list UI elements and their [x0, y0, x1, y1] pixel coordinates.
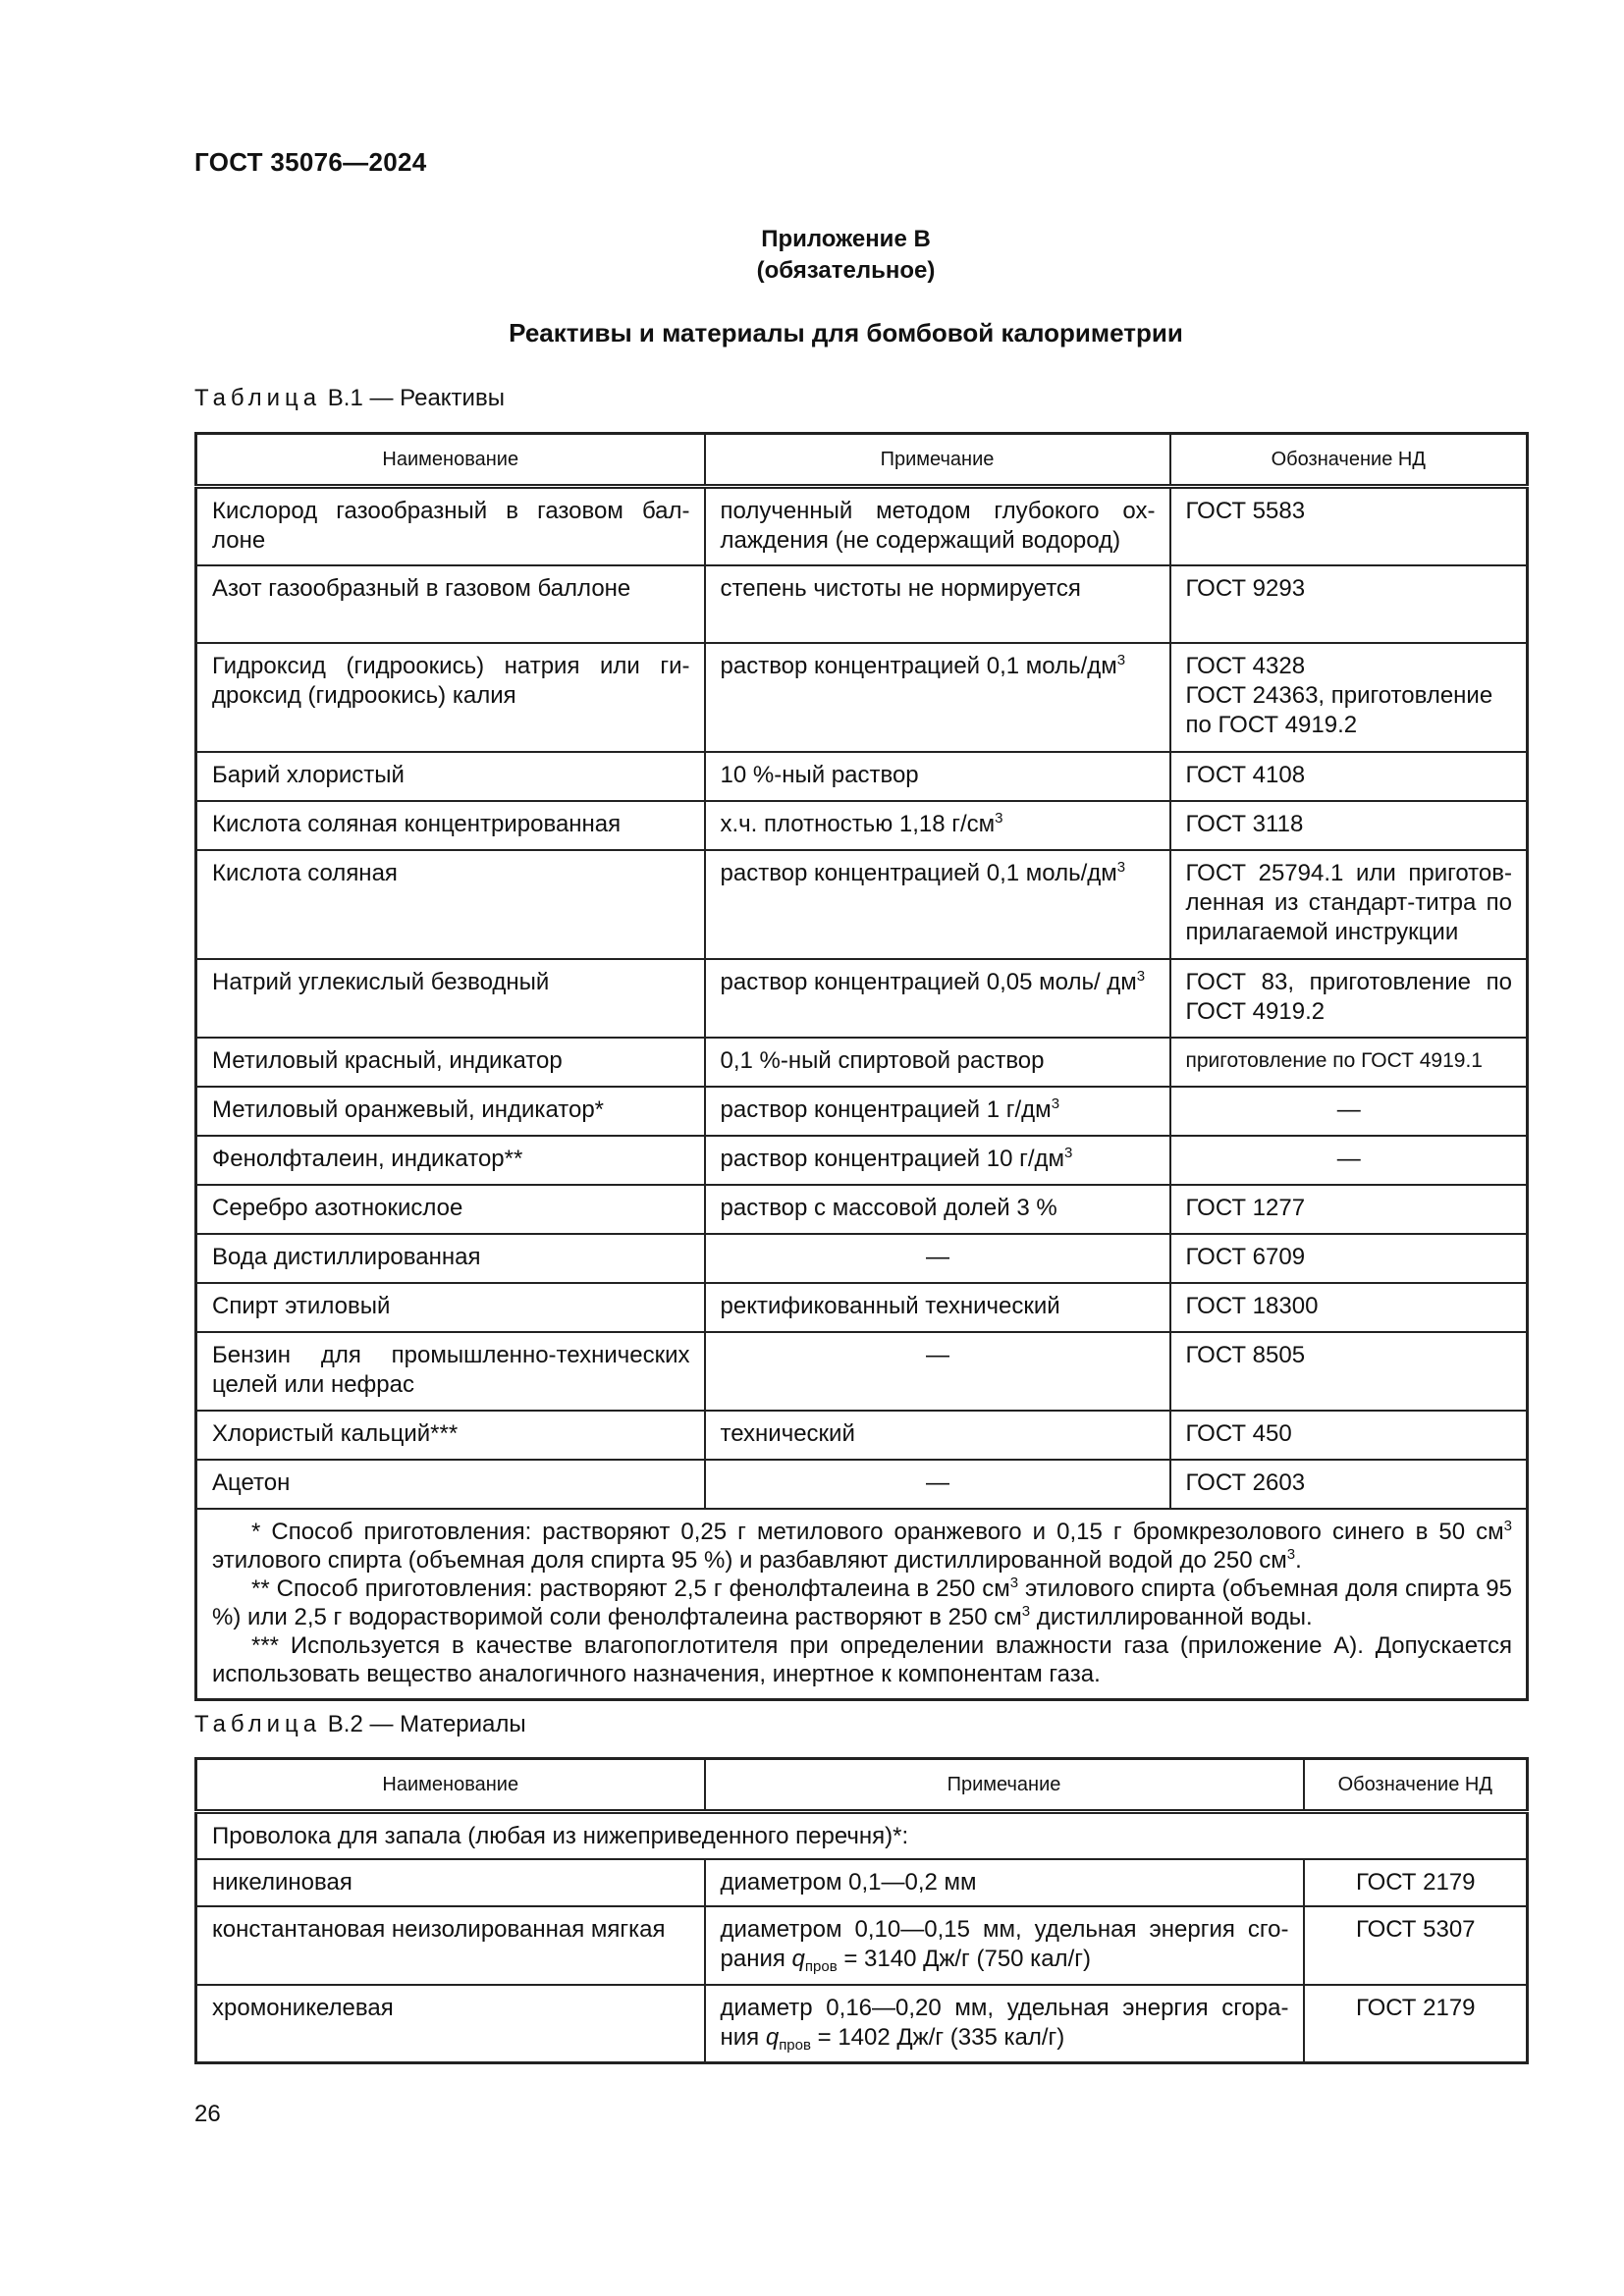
annex-status: (обязательное)	[756, 257, 936, 284]
superscript: 3	[1136, 967, 1146, 985]
cell-name: Ацетон	[196, 1460, 705, 1509]
cell-name: Спирт этиловый	[196, 1283, 705, 1332]
cell-name: Метиловый оранжевый, индикатор*	[196, 1087, 705, 1136]
footnotes-row	[196, 1509, 1528, 1700]
cell-note: технический	[705, 1411, 1170, 1460]
superscript: 3	[1286, 1545, 1296, 1563]
cell-name: Кислота соляная концентрированная	[196, 801, 705, 850]
table-row	[196, 1136, 1528, 1185]
cell-note-text: = 1402 Дж/г (335 кал/г)	[810, 2023, 1065, 2051]
footnotes-cell	[196, 1509, 1528, 1700]
superscript: 3	[1116, 858, 1126, 876]
cell-nd: ГОСТ 2603	[1170, 1460, 1528, 1509]
reagents-table	[194, 432, 1529, 1701]
cell-note: ректификованный технический	[705, 1283, 1170, 1332]
table-header-row	[196, 434, 1528, 487]
table-row	[196, 850, 1528, 959]
cell-nd: ГОСТ 6709	[1170, 1234, 1528, 1283]
cell-nd: ГОСТ 9293	[1170, 565, 1528, 643]
cell-nd: ГОСТ 25794.1 или приготов-ленная из стандарт-титра по прилагаемой инструкции	[1170, 850, 1528, 959]
column-header-name: Наименование	[196, 434, 705, 487]
cell-name: Натрий углекислый безводный	[196, 959, 705, 1038]
cell-note: —	[705, 1332, 1170, 1411]
cell-nd: ГОСТ 2179	[1304, 1859, 1528, 1906]
column-header-note: Примечание	[705, 434, 1170, 487]
q-symbol: q	[765, 2023, 780, 2051]
cell-note-text: раствор концентрацией 10 г/дм	[720, 1145, 1065, 1172]
cell-name: константановая неизолированная мягкая	[196, 1906, 705, 1985]
cell-name: Барий хлористый	[196, 752, 705, 801]
superscript: 3	[1051, 1095, 1060, 1112]
cell-note: 0,1 %-ный спиртовой раствор	[705, 1038, 1170, 1087]
cell-note	[705, 643, 1170, 752]
footnote-text: этилового спирта (объемная доля спирта 95 %) и разбавляют дистиллированной водой до 250 см	[212, 1546, 1287, 1574]
table-row	[196, 1087, 1528, 1136]
table-row	[196, 1460, 1528, 1509]
table-row	[196, 752, 1528, 801]
cell-name: Фенолфталеин, индикатор**	[196, 1136, 705, 1185]
cell-note-text: раствор концентрацией 0,1 моль/дм	[720, 652, 1117, 679]
cell-note-text: раствор концентрацией 1 г/дм	[720, 1095, 1052, 1123]
cell-note-text: диаметром 0,10—0,15 мм, удельная энергия сго-рания	[720, 1915, 1289, 1972]
cell-note: —	[705, 1460, 1170, 1509]
superscript: 3	[1064, 1144, 1073, 1161]
table-row	[196, 1234, 1528, 1283]
section-heading: Реактивы и материалы для бомбовой калориметрии	[509, 318, 1183, 347]
cell-note: степень чистоты не нормируется	[705, 565, 1170, 643]
q-symbol: q	[791, 1945, 805, 1972]
cell-name: Бензин для промышленно-технических целей или нефрас	[196, 1332, 705, 1411]
superscript: 3	[1116, 651, 1126, 668]
cell-note: —	[705, 1234, 1170, 1283]
table-row	[196, 643, 1528, 752]
column-header-nd: Обозначение НД	[1170, 434, 1528, 487]
footnote-text: этилового спирта (объемная доля спирта 95 %) или 2,5 г водорастворимой соли фенолфталеина растворяют в 250 см	[212, 1575, 1512, 1630]
cell-nd: ГОСТ 83, приготовление по ГОСТ 4919.2	[1170, 959, 1528, 1038]
footnote-text: * Способ приготовления: растворяют 0,25 г метилового оранжевого и 0,15 г бромкрезолового синего в 50 см	[251, 1518, 1504, 1545]
footnote-text: .	[1295, 1546, 1302, 1574]
table1-caption-rest: В.1 — Реактивы	[321, 385, 505, 411]
cell-note: 10 %-ный раствор	[705, 752, 1170, 801]
cell-nd-line: ГОСТ 4328	[1185, 652, 1306, 679]
cell-name: Метиловый красный, индикатор	[196, 1038, 705, 1087]
cell-nd: ГОСТ 5583	[1170, 487, 1528, 565]
superscript: 3	[1021, 1602, 1031, 1620]
cell-nd: —	[1170, 1136, 1528, 1185]
cell-name: хромоникелевая	[196, 1985, 705, 2063]
cell-note	[705, 850, 1170, 959]
table-row	[196, 487, 1528, 565]
cell-note-text: диаметр 0,16—0,20 мм, удельная энергия сгора-ния	[720, 1994, 1289, 2051]
group-label: Проволока для запала (любая из нижеприведенного перечня)*:	[196, 1812, 1528, 1859]
cell-note: диаметром 0,1—0,2 мм	[705, 1859, 1304, 1906]
table-row	[196, 565, 1528, 643]
table-row	[196, 1411, 1528, 1460]
cell-name: Кислота соляная	[196, 850, 705, 959]
table-row	[196, 801, 1528, 850]
cell-nd: ГОСТ 2179	[1304, 1985, 1528, 2063]
column-header-name: Наименование	[196, 1759, 705, 1812]
cell-name: Хлористый кальций***	[196, 1411, 705, 1460]
cell-nd: ГОСТ 1277	[1170, 1185, 1528, 1234]
table-row	[196, 1332, 1528, 1411]
document-id: ГОСТ 35076—2024	[194, 147, 427, 177]
cell-note	[705, 959, 1170, 1038]
superscript: 3	[1009, 1574, 1019, 1591]
table-row	[196, 1859, 1528, 1906]
table-row	[196, 959, 1528, 1038]
cell-note	[705, 1906, 1304, 1985]
cell-note	[705, 1136, 1170, 1185]
cell-nd: ГОСТ 3118	[1170, 801, 1528, 850]
table2-caption	[194, 1711, 526, 1738]
superscript: 3	[995, 809, 1003, 827]
cell-name: Вода дистиллированная	[196, 1234, 705, 1283]
footnote-3: *** Используется в качестве влагопоглотителя при определении влажности газа (приложение А). Допускается использовать вещество аналогичного назначения, инертное к компонентам газа.	[212, 1631, 1512, 1687]
page-number: 26	[194, 2101, 221, 2127]
table1-caption	[194, 385, 505, 412]
cell-nd: ГОСТ 8505	[1170, 1332, 1528, 1411]
cell-nd: ГОСТ 4108	[1170, 752, 1528, 801]
cell-name: Кислород газообразный в газовом бал-лоне	[196, 487, 705, 565]
cell-nd-line: ГОСТ 24363, приготовление по ГОСТ 4919.2	[1185, 681, 1493, 738]
table-row	[196, 1185, 1528, 1234]
cell-note-text: раствор концентрацией 0,05 моль/ дм	[720, 968, 1137, 995]
cell-name: Серебро азотнокислое	[196, 1185, 705, 1234]
cell-note: полученный методом глубокого ох-лаждения (не содержащий водород)	[705, 487, 1170, 565]
cell-nd: ГОСТ 450	[1170, 1411, 1528, 1460]
cell-name: никелиновая	[196, 1859, 705, 1906]
cell-nd: ГОСТ 5307	[1304, 1906, 1528, 1985]
cell-nd: ГОСТ 18300	[1170, 1283, 1528, 1332]
cell-note: раствор с массовой долей 3 %	[705, 1185, 1170, 1234]
subscript: пров	[779, 2036, 811, 2054]
cell-note-text: = 3140 Дж/г (750 кал/г)	[837, 1945, 1091, 1972]
footnote-2	[212, 1575, 1512, 1631]
table-row	[196, 1985, 1528, 2063]
cell-note	[705, 801, 1170, 850]
cell-note	[705, 1087, 1170, 1136]
table2-caption-prefix: Таблица	[194, 1711, 322, 1737]
cell-name: Гидроксид (гидроокись) натрия или ги-дроксид (гидроокись) калия	[196, 643, 705, 752]
materials-table	[194, 1757, 1529, 2064]
table-row	[196, 1283, 1528, 1332]
table-group-row	[196, 1812, 1528, 1859]
table-header-row	[196, 1759, 1528, 1812]
table-row	[196, 1038, 1528, 1087]
table1-caption-prefix: Таблица	[194, 385, 322, 411]
cell-note-text: х.ч. плотностью 1,18 г/см	[720, 810, 996, 837]
column-header-note: Примечание	[705, 1759, 1304, 1812]
cell-nd: —	[1170, 1087, 1528, 1136]
cell-nd	[1170, 643, 1528, 752]
superscript: 3	[1503, 1517, 1512, 1534]
cell-note	[705, 1985, 1304, 2063]
annex-title: Приложение В	[761, 226, 931, 252]
footnote-text: дистиллированной воды.	[1030, 1603, 1313, 1630]
cell-name: Азот газообразный в газовом баллоне	[196, 565, 705, 643]
cell-nd: приготовление по ГОСТ 4919.1	[1170, 1038, 1528, 1087]
footnote-1	[212, 1518, 1512, 1575]
table-row	[196, 1906, 1528, 1985]
footnote-text: ** Способ приготовления: растворяют 2,5 г фенолфталеина в 250 см	[251, 1575, 1010, 1602]
column-header-nd: Обозначение НД	[1304, 1759, 1528, 1812]
cell-note-text: раствор концентрацией 0,1 моль/дм	[720, 859, 1117, 886]
table2-caption-rest: В.2 — Материалы	[321, 1711, 526, 1737]
subscript: пров	[804, 1957, 838, 1975]
